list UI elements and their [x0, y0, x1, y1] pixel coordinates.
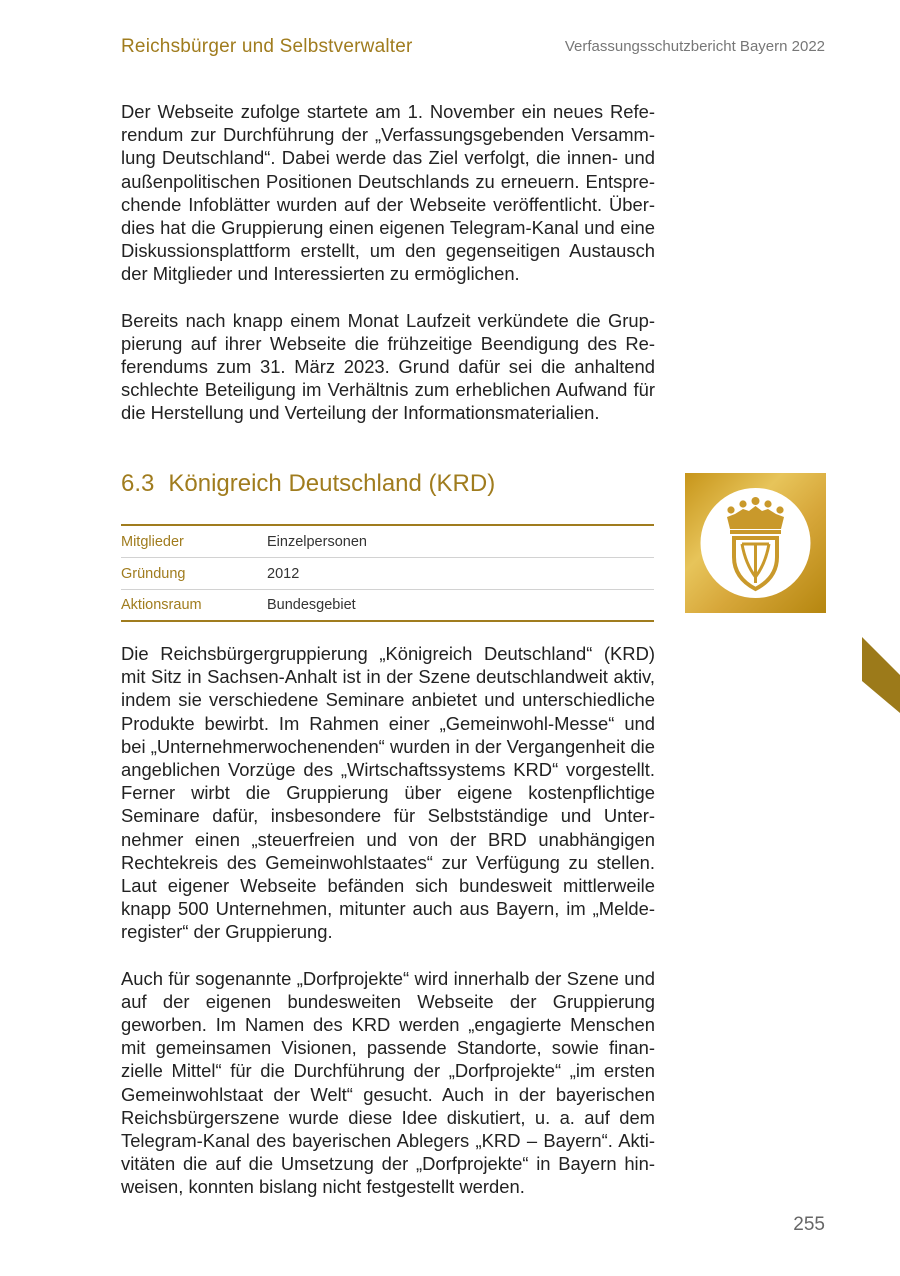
fact-label: Aktionsraum — [121, 597, 202, 613]
paragraph: Bereits nach knapp einem Monat Laufzeit verkündete die Gruppierung auf ihrer Webseite die frühzeitige Beendigung des Referendums zum 31. März 2023. Grund dafür sei die anhaltend schlechte Beteiligung im Verhältnis zum erheblichen Aufwand für die Herstellung und Verteilung der Informationsmaterialien. — [121, 309, 655, 424]
paragraph: Die Reichsbürgergruppierung „Königreich Deutschland“ (KRD) mit Sitz in Sachsen-Anhalt ist in der Szene deutschlandweit aktiv, indem sie verschiedene Seminare anbietet und unterschiedliche Produkte bewirbt. Im Rahmen einer „Gemeinwohl-Messe“ und bei „Unternehmerwochenenden“ wurden in der Vergangenheit die angeblichen Vorzüge des „Wirtschaftssystems KRD“ vorgestellt. Ferner wirbt die Gruppierung über eigene kostenpflichtige Seminare dafür, insbesondere für Selbstständige und Unternehmer einen „steuerfreien und von der BRD unabhängigen Rechtekreis des Gemeinwohlstaates“ zur Verfügung zu stellen. Laut eigener Webseite befänden sich bundesweit mittlerweile knapp 500 Unternehmen, mitunter auch aus Bayern, im „Melderegister“ der Gruppierung. — [121, 643, 655, 943]
section-number: 6.3 — [121, 470, 155, 497]
fact-row — [121, 590, 654, 622]
krd-logo — [685, 473, 826, 613]
section-heading — [121, 470, 495, 498]
chapter-tab-icon — [862, 637, 900, 713]
page-number: 255 — [793, 1214, 825, 1235]
facts-table — [121, 524, 654, 622]
fact-value: Bundesgebiet — [267, 597, 356, 613]
fact-row — [121, 558, 654, 590]
krd-text — [121, 642, 655, 1199]
fact-value: 2012 — [267, 565, 300, 582]
running-header-report: Verfassungsschutzbericht Bayern 2022 — [564, 38, 825, 55]
chapter-tab — [862, 637, 900, 713]
fact-label: Gründung — [121, 565, 186, 582]
section-title: Königreich Deutschland (KRD) — [168, 470, 496, 497]
crown-shield-icon — [685, 473, 826, 613]
fact-row — [121, 526, 654, 558]
intro-text — [121, 100, 655, 425]
fact-value: Einzelpersonen — [267, 533, 367, 550]
paragraph: Auch für sogenannte „Dorfprojekte“ wird innerhalb der Szene und auf der eigenen bundesweiten Webseite der Gruppierung geworben. Im Namen des KRD werden „engagierte Menschen mit gemeinsamen Visionen, passende Standorte, sowie finanzielle Mittel“ für die Durchführung der „Dorfprojekte“ „im ersten Gemeinwohlstaat der Welt“ gesucht. Auch in der bayerischen Reichsbürgerszene wurde diese Idee diskutiert, u. a. auf dem Telegram-Kanal des bayerischen Ablegers „KRD – Bayern“. Aktivitäten die auf die Umsetzung der „Dorfprojekte“ in Bayern hinweisen, konnten bislang nicht festgestellt werden. — [121, 967, 655, 1198]
running-header-section: Reichsbürger und Selbstverwalter — [121, 36, 413, 57]
fact-label: Mitglieder — [121, 533, 184, 550]
paragraph: Der Webseite zufolge startete am 1. November ein neues Referendum zur Durchführung der „Verfassungsgebenden Versammlung Deutschland“. Dabei werde das Ziel verfolgt, die innen- und außenpolitischen Positionen Deutschlands zu erneuern. Entsprechende Infoblätter wurden auf der Webseite veröffentlicht. Überdies hat die Gruppierung einen eigenen Telegram-Kanal und eine Diskussionsplattform erstellt, um den gegenseitigen Austausch der Mitglieder und Interessierten zu ermöglichen. — [121, 101, 655, 285]
